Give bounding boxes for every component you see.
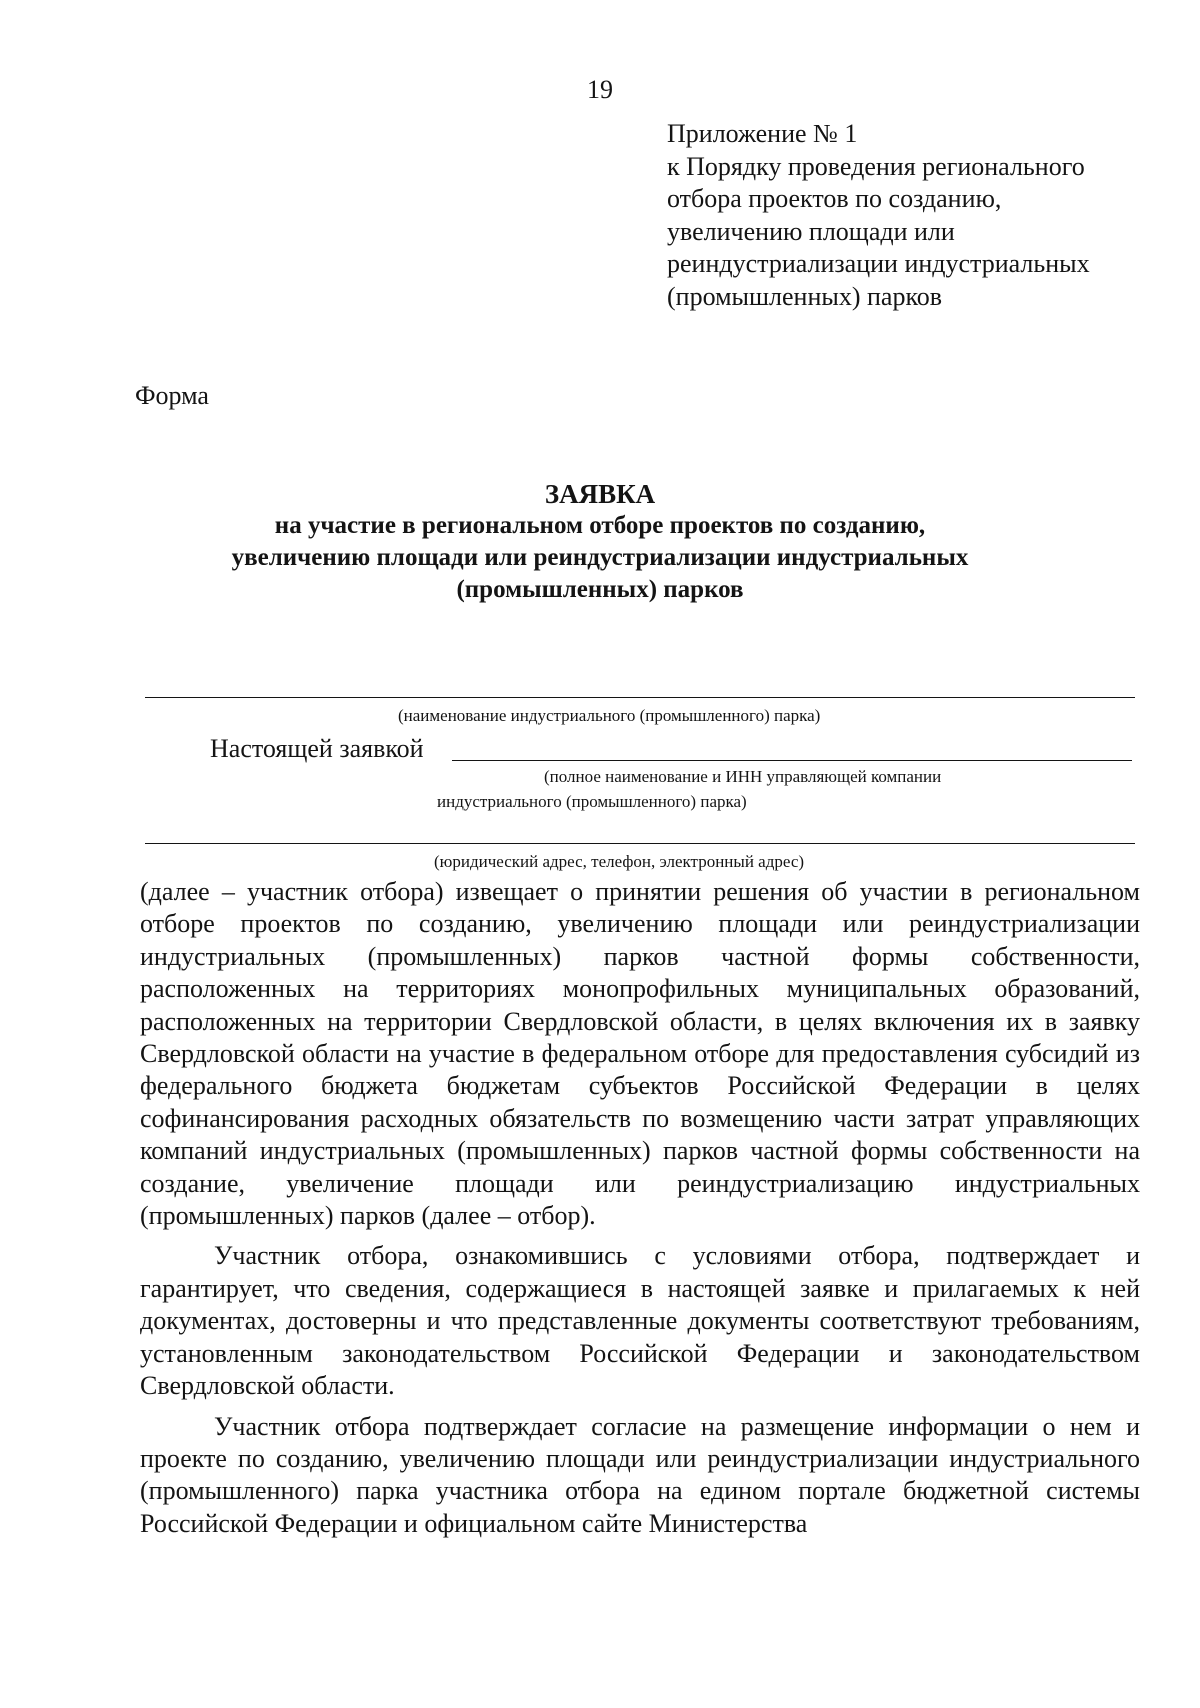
- document-title: [0, 478, 1200, 606]
- address-line: [145, 843, 1135, 844]
- body-text: [140, 876, 1140, 1540]
- appendix-line: к Порядку проведения регионального: [667, 151, 1085, 181]
- company-name-line: [452, 760, 1132, 761]
- title-line: на участие в региональном отборе проектов по созданию,: [274, 512, 926, 539]
- form-label: Форма: [135, 381, 209, 410]
- company-caption: индустриального (промышленного) парка): [437, 792, 747, 811]
- company-caption: (полное наименование и ИНН управляющей компании: [544, 767, 942, 786]
- body-paragraph: Участник отбора, ознакомившись с условиями отбора, подтверждает и гарантирует, что сведения, содержащиеся в настоящей заявке и прилагаемых к ней документах, достоверны и что представленные документы соответствуют требованиям, установленным законодательством Российской Федерации и законодательством Свердловской области.: [140, 1241, 1140, 1401]
- body-paragraph: (далее – участник отбора) извещает о принятии решения об участии в региональном отборе проектов по созданию, увеличению площади или реиндустриализации индустриальных (промышленных) парков частной формы собственности, расположенных на территориях монопрофильных муниципальных образований, расположенных на территории Свердловской области, в целях включения их в заявку Свердловской области на участие в федеральном отборе для предоставления субсидий из федерального бюджета бюджетам субъектов Российской Федерации в целях софинансирования расходных обязательств по возмещению части затрат управляющих компаний индустриальных (промышленных) парков частной формы собственности на создание, увеличение площади или реиндустриализацию индустриальных (промышленных) парков (далее – отбор).: [140, 877, 1140, 1231]
- address-caption: (юридический адрес, телефон, электронный адрес): [434, 852, 805, 871]
- appendix-reference: [667, 118, 1147, 313]
- page-number: 19: [587, 75, 613, 104]
- appendix-line: увеличению площади или: [667, 216, 955, 246]
- appendix-line: отбора проектов по созданию,: [667, 184, 1002, 213]
- applicant-label: Настоящей заявкой: [210, 734, 424, 763]
- title-line: увеличению площади или реиндустриализации индустриальных: [231, 544, 969, 571]
- appendix-line: реиндустриализации индустриальных: [667, 249, 1090, 278]
- appendix-line: Приложение № 1: [667, 119, 858, 148]
- title-line: (промышленных) парков: [456, 576, 744, 603]
- park-name-line: [145, 697, 1135, 698]
- title-main: ЗАЯВКА: [544, 479, 656, 509]
- body-paragraph: Участник отбора подтверждает согласие на размещение информации о нем и проекте по созданию, увеличению площади или реиндустриализации индустриального (промышленного) парка участника отбора на едином портале бюджетной системы Российской Федерации и официальном сайте Министерства: [140, 1411, 1140, 1538]
- appendix-line: (промышленных) парков: [667, 281, 943, 311]
- park-name-caption: (наименование индустриального (промышленного) парка): [398, 706, 821, 725]
